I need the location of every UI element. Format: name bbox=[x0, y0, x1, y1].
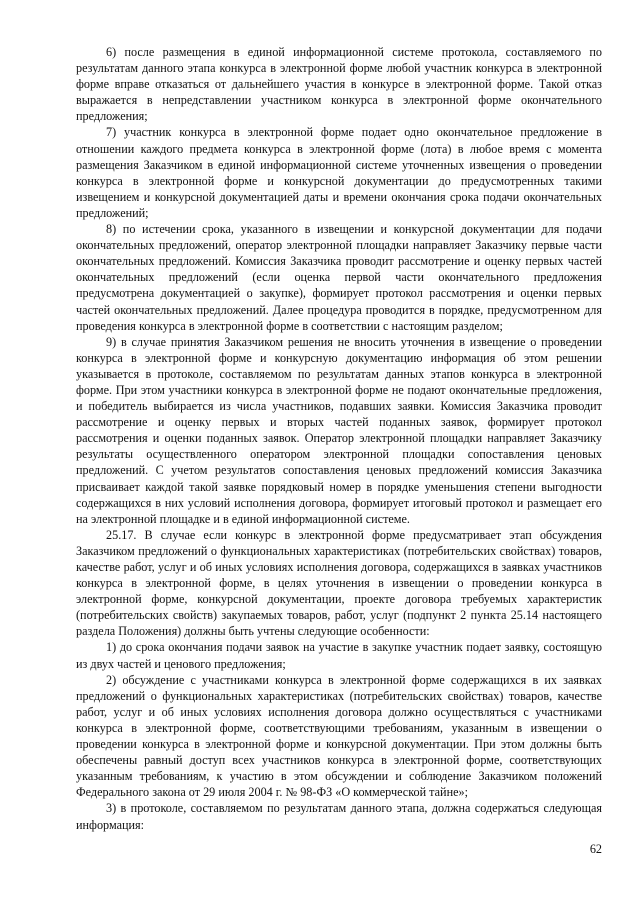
paragraph-section-25-17: 25.17. В случае если конкурс в электронной форме предусматривает этап обсуждения Заказчиком предложений о функциональных характеристиках (потребительских свойствах) товаров, качестве работ, услуг и об иных условиях исполнения договора, содержащихся в заявках участников конкурса в электронной форме, в целях уточнения в извещении о проведении конкурса в электронной форме, конкурсной документации, проекте договора требуемых характеристик (потребительских свойств) закупаемых товаров, работ, услуг (подпункт 2 пункта 25.14 настоящего раздела Положения) должны быть учтены следующие особенности: bbox=[76, 527, 602, 639]
page-number: 62 bbox=[589, 842, 602, 856]
paragraph-subitem-1: 1) до срока окончания подачи заявок на участие в закупке участник подает заявку, состоящую из двух частей и ценового предложения; bbox=[76, 640, 602, 671]
paragraph-subitem-3: 3) в протоколе, составляемом по результатам данного этапа, должна содержаться следующая информация: bbox=[76, 801, 602, 832]
paragraph-item-9: 9) в случае принятия Заказчиком решения не вносить уточнения в извещение о проведении конкурса в электронной форме и конкурсную документацию информация об этом решении указывается в протоколе, составляемом по результатам данных этапов конкурса в электронной форме. При этом участники конкурса в электронной форме не подают окончательные предложения, и победитель выбирается из числа участников, подавших заявки. Комиссия Заказчика проводит рассмотрение и оценку первых и вторых частей поданных заявок, формирует протокол рассмотрения и оценки поданных заявок. Оператор электронной площадки направляет Заказчику результаты осуществленного оператором электронной площадки сопоставления ценовых предложений. С учетом результатов сопоставления ценовых предложений комиссия Заказчика присваивает каждой такой заявке порядковый номер в порядке уменьшения степени выгодности содержащихся в них условий исполнения договора, формирует итоговый протокол и размещает его на электронной площадке и в единой информационной системе. bbox=[76, 334, 602, 526]
paragraph-subitem-2: 2) обсуждение с участниками конкурса в электронной форме содержащихся в их заявках предложений о функциональных характеристиках (потребительских свойствах) товаров, качестве работ, услуг и об иных условиях исполнения договора должно осуществляться с участниками конкурса в электронной форме, соответствующими требованиям, указанным в извещении о проведении конкурса в электронной форме и конкурсной документации. При этом должны быть обеспечены равный доступ всех участников конкурса в электронной форме, соответствующих указанным требованиям, к участию в этом обсуждении и соблюдение Заказчиком положений Федерального закона от 29 июля 2004 г. № 98-ФЗ «О коммерческой тайне»; bbox=[76, 672, 602, 800]
paragraph-item-6: 6) после размещения в единой информационной системе протокола, составляемого по результатам данного этапа конкурса в электронной форме любой участник конкурса в электронной форме вправе отказаться от дальнейшего участия в конкурсе в электронной форме. Такой отказ выражается в непредставлении участником конкурса в электронной форме окончательного предложения; bbox=[76, 45, 602, 124]
paragraph-item-7: 7) участник конкурса в электронной форме подает одно окончательное предложение в отношении каждого предмета конкурса в электронной форме (лота) в любое время с момента размещения Заказчиком в единой информационной системе уточненных извещения о проведении конкурса в электронной форме и конкурсной документации до предусмотренных такими извещением и конкурсной документацией даты и времени окончания срока подачи окончательных предложений; bbox=[76, 125, 602, 220]
document-body bbox=[76, 44, 602, 833]
paragraph-item-8: 8) по истечении срока, указанного в извещении и конкурсной документации для подачи окончательных предложений, оператор электронной площадки направляет Заказчику первые части окончательных предложений. Комиссия Заказчика проводит рассмотрение и оценку первых частей окончательных предложений (если оценка первой части окончательного предложения предусмотрена документацией о закупке), формирует протокол рассмотрения и оценки первых частей окончательных предложений. Далее процедура проводится в порядке, предусмотренном для проведения конкурса в электронной форме в соответствии с настоящим разделом; bbox=[76, 222, 602, 333]
